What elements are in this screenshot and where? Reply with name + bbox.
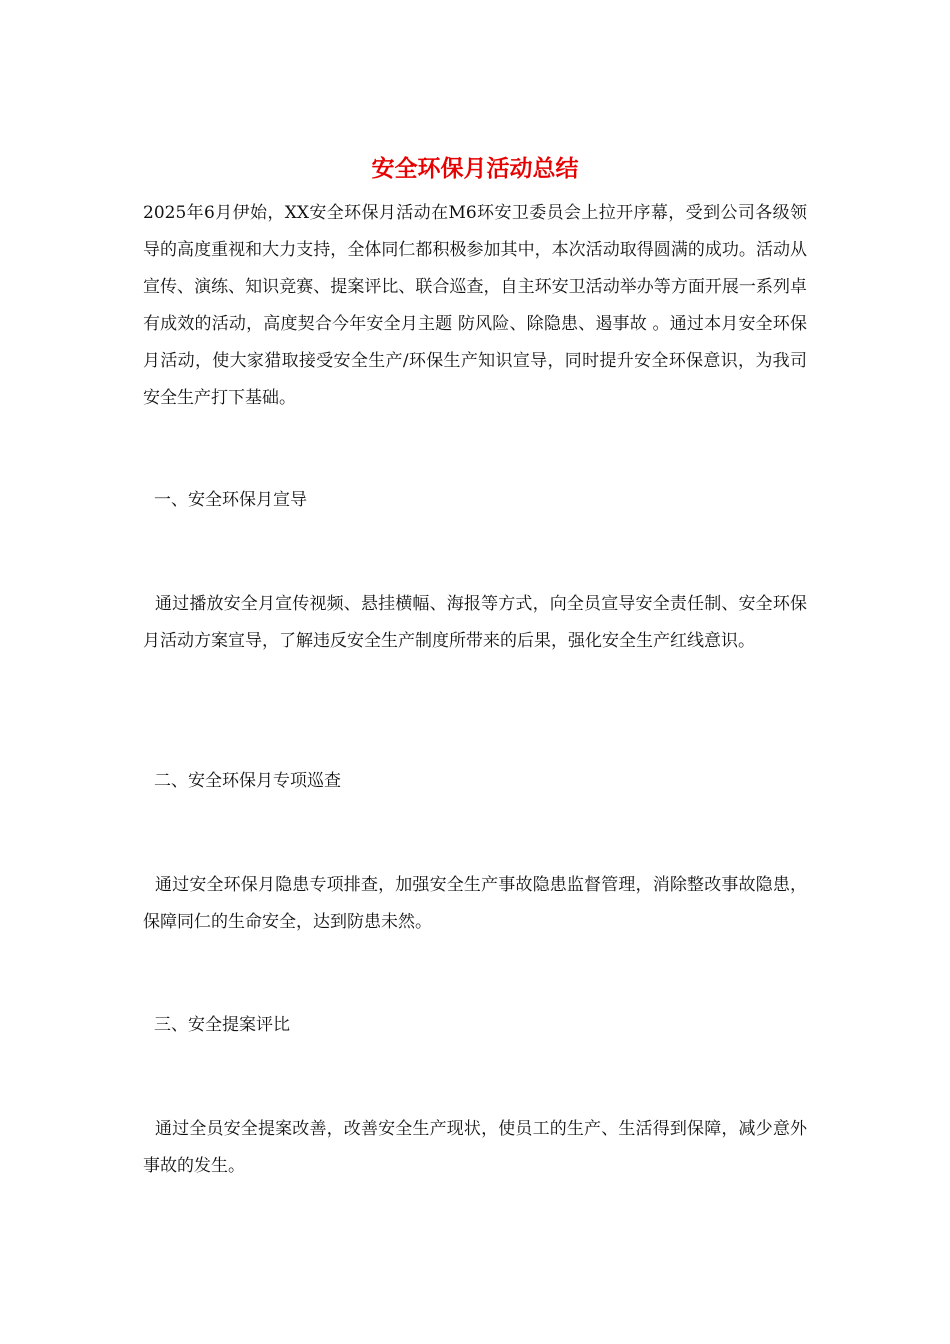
section-body-1: 通过播放安全月宣传视频、悬挂横幅、海报等方式，向全员宣导安全责任制、安全环保月活动方案宣导，了解违反安全生产制度所带来的后果，强化安全生产红线意识。 <box>143 594 807 651</box>
intro-paragraph: 2025年6月伊始，XX安全环保月活动在M6环安卫委员会上拉开序幕，受到公司各级领导的高度重视和大力支持，全体同仁都积极参加其中，本次活动取得圆满的成功。活动从宣传、演练、知识竞赛、提案评比、联合巡查，自主环安卫活动举办等方面开展一系列卓有成效的活动，高度契合今年安全月主题 防风险、除隐患、遏事故 。通过本月安全环保月活动，使大家猎取接受安全生产/环保生产知识宣导，同时提升安全环保意识，为我司安全生产打下基础。 <box>143 203 807 408</box>
document-title: 安全环保月活动总结 <box>371 155 579 182</box>
section-heading-3: 三、安全提案评比 <box>154 1015 290 1035</box>
section-heading-1: 一、安全环保月宣导 <box>154 490 307 510</box>
section-heading-2: 二、安全环保月专项巡查 <box>154 771 341 791</box>
section-body-2: 通过安全环保月隐患专项排查，加强安全生产事故隐患监督管理，消除整改事故隐患，保障同仁的生命安全，达到防患未然。 <box>143 875 807 932</box>
section-body-3: 通过全员安全提案改善，改善安全生产现状，使员工的生产、生活得到保障，减少意外事故的发生。 <box>143 1119 807 1176</box>
